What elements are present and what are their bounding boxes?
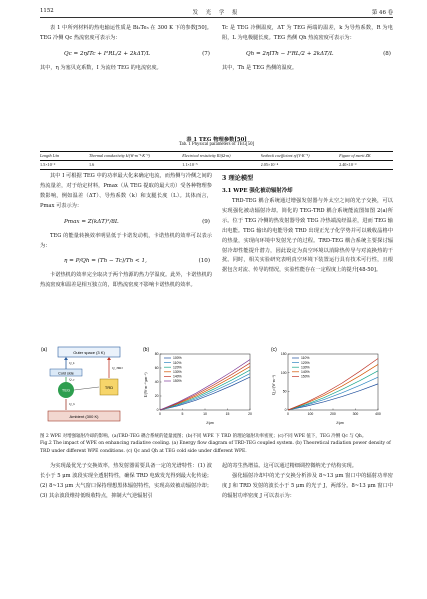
ambient-label: Ambient (300 K) (69, 414, 99, 419)
paragraph: 其中 I 可根据 TEG 中的功率最大化来确定电流，而热侧与冷侧之间的热流量差，对于给定材料，Pmax（从 TEG 提取的最大功）受各种物理参数影响，例如温差（ΔT）、导热系数（k）和支腿长度（L）。其体而言，Pmax 可表示为： (40, 173, 212, 209)
equation-10 (40, 251, 212, 271)
paragraph: 其中，η 为塞贝克系数，I 为流经 TEG 的电流密度。 (40, 64, 162, 71)
figure-caption (40, 433, 393, 455)
paragraph: 表 1 中所列材料的热电输运性质是 Bi₂Te₃ 在 300 K 下的参数[50]。TEG 冷侧 Qc 热流密度可表示为： (40, 25, 212, 41)
equation-body: Qc = 2ηITc + I²RL/2 + 2kΔT/L (64, 50, 151, 57)
equation-7 (40, 44, 212, 64)
y-tick-label: 100 (280, 370, 287, 375)
journal-name: 发 光 学 报 (192, 10, 241, 16)
equation-number: (10) (198, 258, 210, 265)
y-tick-label: 0 (284, 408, 287, 413)
legend-label: 100% (173, 356, 182, 361)
teg-label: TEG (61, 387, 71, 393)
y-tick-label: 150 (280, 352, 287, 357)
right-column-top (222, 24, 393, 74)
teg-trd-link (74, 387, 99, 390)
qtrd-arrowhead (107, 357, 111, 360)
chart-b (142, 345, 260, 425)
qc-label: Q_c (69, 377, 75, 382)
paragraph: TEG 的能量转换效率明显低于卡诺发动机，卡诺热机的效率可以表示为： (40, 232, 212, 249)
chart-c (270, 345, 390, 425)
equation-9 (40, 212, 212, 232)
x-tick-label: 0 (287, 412, 289, 416)
paragraph: Tc 是 TEG 冷侧温度，ΔT 为 TEG 两端的温差，k 为导热系数，R 为电阻，L 为电极腿长度。TEG 热侧 Qh 热流密度可表示为： (222, 25, 393, 41)
left-column-bottom (40, 462, 212, 502)
table-cell: 2.05×10⁻⁴ (260, 162, 279, 167)
panel-tag-c: (c) (271, 347, 277, 353)
equation-number: (7) (202, 50, 210, 57)
y-tick-label: 20 (154, 394, 159, 399)
paragraph: TRD-TEG 耦合系统通过增强发射器与外太空之间的光子交换，可以实现强化被动辐射冷却。简化的 TEG-TRD 耦合系统能流图如图 2(a)所示。位于 TEG 冷侧的热发射器导致 TEG 冷热端流经温差，进而 TEG 输出电能。TEG 输出的电能导致 TRD 出现正光子化学势并可以吸收晶格中的热量，实现向环境中发射光子的过程。TRD-TEG 耦合系统主要探讨辐射冷却性能提升潜力，因此设定为真空环境以消除热传导与对流换热的干扰。同时，相关实验研究表明真空环境下装置运行具有技术可行性，且根据包含对流、传导的情况，实验性能存在一定程度上的提升[48-50]。 (222, 198, 393, 274)
table-header-cell: Thermal conductivity k/(W·m⁻¹·K⁻¹) (89, 153, 150, 158)
page-number: 1152 (40, 8, 54, 14)
table-title: 表 1 TEG 物理参数[50] (186, 137, 247, 143)
trd-label: TRD (104, 385, 114, 390)
subsection-heading: 3.1 WPE 强化被动辐射冷却 (222, 188, 293, 194)
volume-label: 第 46 卷 (371, 10, 393, 16)
left-column-top (40, 24, 212, 74)
legend-label: 130% (173, 370, 182, 374)
x-tick-label: 10 (203, 412, 207, 416)
x-axis-label: λ/μm (206, 421, 214, 425)
table-header-cell: Figure of merit ZK (339, 153, 371, 158)
y-tick-label: 80 (154, 352, 159, 357)
header-rule (40, 17, 393, 18)
table-cell: 1.6 (89, 162, 95, 167)
legend-label: 120% (173, 365, 182, 370)
x-tick-label: 300 (352, 412, 359, 416)
equation-body: η = P/Qh = (Th − Tc)/Th < 1, (64, 258, 147, 265)
x-tick-label: 15 (225, 412, 230, 416)
paragraph: 强化辐射冷却中的光子交换分析涉及 8~13 μm 窗口中的辐射功率密度 J 和 TRD 发射的波长小于 5 μm 的光子 J，两部分。8~13 μm 窗口中的辐射功率密度 J 可以表示为： (222, 472, 393, 499)
panel-tag-b: (b) (143, 347, 150, 353)
x-tick-label: 400 (375, 412, 381, 416)
table-header-row (40, 152, 393, 160)
paragraph: 起的寄生热增益。这可以通过精细调控微纳光子结构实现。 (222, 463, 357, 469)
x-tick-label: 5 (181, 412, 184, 416)
outer-space-label: Outer space (3 K) (73, 350, 105, 355)
y-tick-label: 40 (154, 380, 159, 385)
table-cell: 1.1×10⁻⁵ (182, 162, 198, 167)
table-header-cell: Length L/m (40, 153, 60, 158)
equation-number: (9) (202, 218, 210, 225)
paragraph: 卡诺热机的效率完全取决于两个热源的热力学温度。此外，卡诺热机的热流密度和温差是相互独立的，即热流密度不影响卡诺热机的效率。 (40, 272, 212, 289)
right-column-bottom (222, 462, 393, 502)
legend-label: 130% (301, 365, 310, 370)
equation-body: Pmax = Z(kΔT)²/8L (64, 218, 119, 225)
equation-8 (222, 44, 393, 64)
left-column-middle (40, 172, 212, 291)
table-cell: 1.5×10⁻³ (40, 162, 56, 167)
y-tick-label: 0 (156, 408, 159, 413)
qh-label: Q_h (69, 402, 75, 406)
table-subtitle: Tab. 1 Physical parameters of TEG[50] (178, 142, 255, 147)
legend-label: 150% (301, 374, 310, 379)
cold-side-label: Cold side (58, 371, 74, 376)
qtrd-label: Q_TRD (112, 366, 123, 370)
equation-body: Qh = 2ηITh − I²RL/2 + 2kΔT/L (246, 50, 334, 57)
y-tick-label: 50 (282, 389, 287, 394)
x-tick-label: 100 (307, 412, 314, 416)
legend-label: 120% (301, 360, 310, 365)
legend-label: 150% (173, 379, 182, 384)
y-axis-label: Q_c/(W·m⁻²) (272, 375, 276, 395)
caption-english: Fig.2 The impact of WPE on enhancing radiative cooling. (a) Energy flow diagram of TRD-TEG coupled system. (b) Theoretical radiation power density of TRD under different WPE conditions. (c) Qc and Qh at TEG cold side under different WPE. (40, 441, 391, 454)
legend-label: 110% (301, 356, 310, 361)
energy-flow-diagram (40, 345, 136, 425)
legend-label: 140% (301, 370, 310, 374)
equation-number: (8) (383, 50, 391, 57)
parameter-table (40, 151, 393, 170)
legend-label: 110% (173, 360, 182, 365)
x-tick-label: 20 (248, 412, 252, 416)
legend-label: 140% (173, 374, 182, 379)
x-tick-label: 200 (330, 412, 336, 416)
x-tick-label: 0 (159, 412, 161, 416)
paragraph: 其中，Th 是 TEG 热侧的温度。 (222, 64, 298, 71)
right-column-middle (222, 172, 393, 276)
table-header-cell: Seebeck coefficient η/(V·K⁻¹) (260, 153, 310, 158)
panel-tag-a: (a) (41, 347, 48, 353)
paragraph: 为实现最优光子交换效率，热发射器需要具备一定的光谱特性：(1) 波长小于 5 μm 波段实现全透射特性，确保 TRD 电致发光得到最大化传递；(2) 8~13 μm 大气窗口保持理想黑体辐射特性，实现高效被动辐射冷却；(3) 其余波段维持低吸收特点，抑制大气逆辐射引 (40, 463, 212, 499)
ql-arrowhead (64, 357, 68, 360)
table-row (40, 161, 393, 169)
figure-2 (40, 345, 393, 425)
section-heading: 3 理论模型 (222, 175, 254, 182)
x-axis-label: λ/μm (336, 421, 344, 425)
table-header-cell: Electrical resistivity R/(Ω·m) (182, 153, 231, 158)
ql-label: Q_L (69, 361, 76, 365)
y-tick-label: 60 (154, 366, 159, 371)
caption-chinese: 图 2 WPE 对增强辐射冷却的影响。(a)TRD-TEG 耦合系统的能量流图；(b)不同 WPE 下 TRD 的理论辐射功率密度；(c)不同 WPE 值下，TEG 冷侧 Qc 与 Qh。 (40, 434, 367, 439)
table-cell: 2.40×10⁻³ (339, 162, 357, 167)
y-axis-label: E/(W·m⁻²·μm⁻¹) (144, 372, 148, 398)
table-bottom-rule (40, 169, 393, 170)
